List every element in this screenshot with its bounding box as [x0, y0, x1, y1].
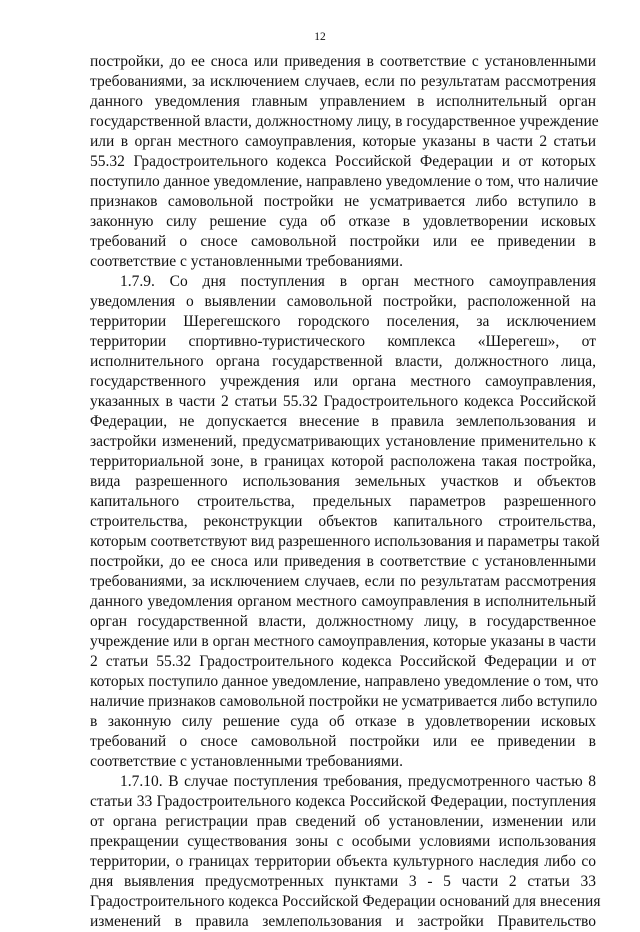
text-line: уведомления о выявлении самовольной постройки, расположенной на	[90, 293, 596, 310]
text-line: признаков самовольной постройки не усматривается либо вступило в	[90, 193, 596, 210]
text-line: от органа регистрации прав сведений об установлении, изменении или	[90, 813, 596, 830]
text-line: указанных в части 2 статьи 55.32 Градостроительного кодекса Российской	[90, 393, 596, 410]
text-line: данного уведомления органом местного самоуправления в исполнительный	[90, 593, 596, 610]
text-line: территории спортивно-туристического комплекса «Шерегеш», от	[90, 333, 596, 350]
text-line: учреждение или в орган местного самоуправления, которые указаны в части	[90, 633, 596, 650]
text-line: статьи 33 Градостроительного кодекса Российской Федерации, поступления	[90, 793, 596, 810]
text-line: или в орган местного самоуправления, которые указаны в части 2 статьи	[90, 133, 596, 150]
text-line: требованиями, за исключением случаев, если по результатам рассмотрения	[90, 573, 596, 590]
text-line: прекращении существования зоны с особыми условиями использования	[90, 833, 596, 850]
text-line: 2 статьи 55.32 Градостроительного кодекса Российской Федерации и от	[90, 653, 596, 670]
text-line: требований о сносе самовольной постройки или ее приведении в	[90, 733, 596, 750]
text-line: территории Шерегешского городского поселения, за исключением	[90, 313, 596, 330]
text-line: дня выявления предусмотренных пунктами 3 - 5 части 2 статьи 33	[90, 873, 596, 890]
text-line: в законную силу решение суда об отказе в удовлетворении исковых	[90, 713, 596, 730]
text-line: которых поступило данное уведомление, направлено уведомление о том, что	[90, 673, 599, 690]
text-line: Градостроительного кодекса Российской Федерации оснований для внесения	[90, 893, 601, 910]
paragraph-start-1-7-9: 1.7.9. Со дня поступления в орган местного самоуправления	[120, 273, 596, 290]
text-line: требованиями, за исключением случаев, если по результатам рассмотрения	[90, 73, 596, 90]
text-line: Федерации, не допускается внесение в правила землепользования и	[90, 413, 596, 430]
text-line: капитального строительства, предельных параметров разрешенного	[90, 493, 596, 510]
text-line: орган государственной власти, должностному лицу, в государственное	[90, 613, 596, 630]
page-number: 12	[314, 31, 326, 43]
text-line: изменений в правила землепользования и застройки Правительство	[90, 913, 596, 930]
text-line: поступило данное уведомление, направлено уведомление о том, что наличие	[90, 173, 599, 190]
text-line: государственного учреждения или органа местного самоуправления,	[90, 373, 596, 390]
text-line: которым соответствуют вид разрешенного использования и параметры такой	[90, 533, 600, 550]
text-line: соответствие с установленными требованиями.	[90, 253, 403, 270]
text-line: территориальной зоне, в границах которой расположена такая постройка,	[90, 453, 596, 470]
text-line: 55.32 Градостроительного кодекса Российской Федерации и от которых	[90, 153, 596, 170]
text-line: исполнительного органа государственной власти, должностного лица,	[90, 353, 596, 370]
text-line: государственной власти, должностному лицу, в государственное учреждение	[90, 113, 599, 130]
text-line: постройки, до ее сноса или приведения в соответствие с установленными	[90, 53, 596, 70]
text-line: строительства, реконструкции объектов капитального строительства,	[90, 513, 596, 530]
text-line: территории, о границах территории объекта культурного наследия либо со	[90, 853, 596, 870]
text-line: застройки изменений, предусматривающих установление применительно к	[90, 433, 596, 450]
paragraph-start-1-7-10: 1.7.10. В случае поступления требования, предусмотренного частью 8	[120, 773, 596, 790]
text-line: данного уведомления главным управлением в исполнительный орган	[90, 93, 596, 110]
text-line: постройки, до ее сноса или приведения в соответствие с установленными	[90, 553, 596, 570]
text-line: наличие признаков самовольной постройки не усматривается либо вступило	[90, 693, 598, 710]
text-line: законную силу решение суда об отказе в удовлетворении исковых	[90, 213, 596, 230]
text-line: вида разрешенного использования земельных участков и объектов	[90, 473, 596, 490]
text-line: требований о сносе самовольной постройки или ее приведении в	[90, 233, 596, 250]
text-line: соответствие с установленными требованиями.	[90, 753, 403, 770]
